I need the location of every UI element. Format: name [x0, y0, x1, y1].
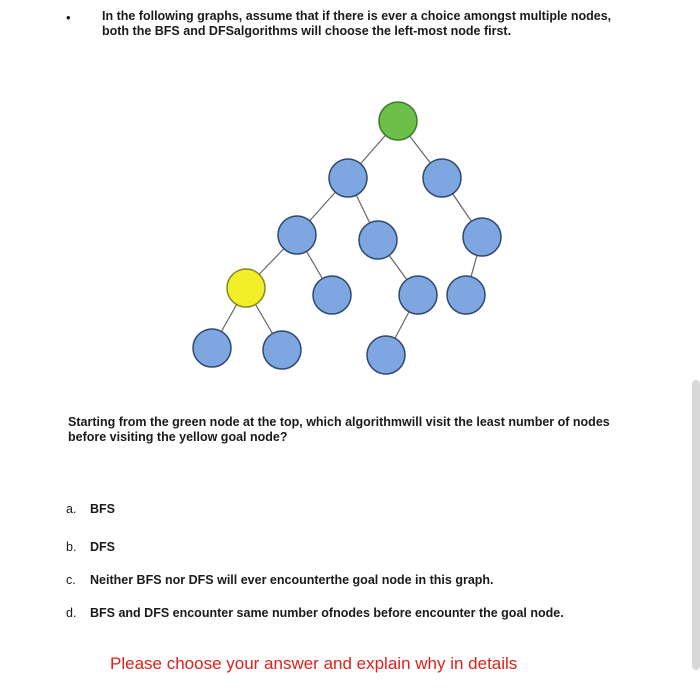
- intro-line-2: both the BFS and DFSalgorithms will choose the left-most node first.: [102, 24, 512, 38]
- tree-node: [463, 218, 501, 256]
- option-b[interactable]: [66, 540, 115, 554]
- option-text: DFS: [90, 540, 115, 554]
- tree-node: [193, 329, 231, 367]
- tree-node: [313, 276, 351, 314]
- option-d[interactable]: [66, 606, 564, 620]
- tree-node: [359, 221, 397, 259]
- question-line-2: before visiting the yellow goal node?: [68, 430, 288, 444]
- intro-line-1: In the following graphs, assume that if there is ever a choice amongst multiple nodes,: [102, 9, 612, 23]
- bullet: •: [66, 10, 71, 25]
- option-text: BFS and DFS encounter same number ofnodes before encounter the goal node.: [90, 606, 564, 620]
- goal-node: [227, 269, 265, 307]
- tree-node: [367, 336, 405, 374]
- scrollbar[interactable]: [692, 380, 700, 670]
- tree-node: [447, 276, 485, 314]
- option-c[interactable]: [66, 573, 494, 587]
- tree-node: [278, 216, 316, 254]
- answer-prompt: Please choose your answer and explain why in details: [110, 654, 518, 673]
- tree-node: [423, 159, 461, 197]
- option-letter: d.: [66, 606, 77, 620]
- option-letter: c.: [66, 573, 76, 587]
- option-text: BFS: [90, 502, 115, 516]
- option-letter: a.: [66, 502, 77, 516]
- tree-node: [329, 159, 367, 197]
- tree-node: [399, 276, 437, 314]
- question-text: [68, 415, 628, 445]
- start-node: [379, 102, 417, 140]
- option-letter: b.: [66, 540, 77, 554]
- tree-node: [263, 331, 301, 369]
- option-a[interactable]: [66, 502, 115, 516]
- question-line-1: Starting from the green node at the top, which algorithmwill visit the least number of nodes: [68, 415, 610, 429]
- option-text: Neither BFS nor DFS will ever encounterthe goal node in this graph.: [90, 573, 494, 587]
